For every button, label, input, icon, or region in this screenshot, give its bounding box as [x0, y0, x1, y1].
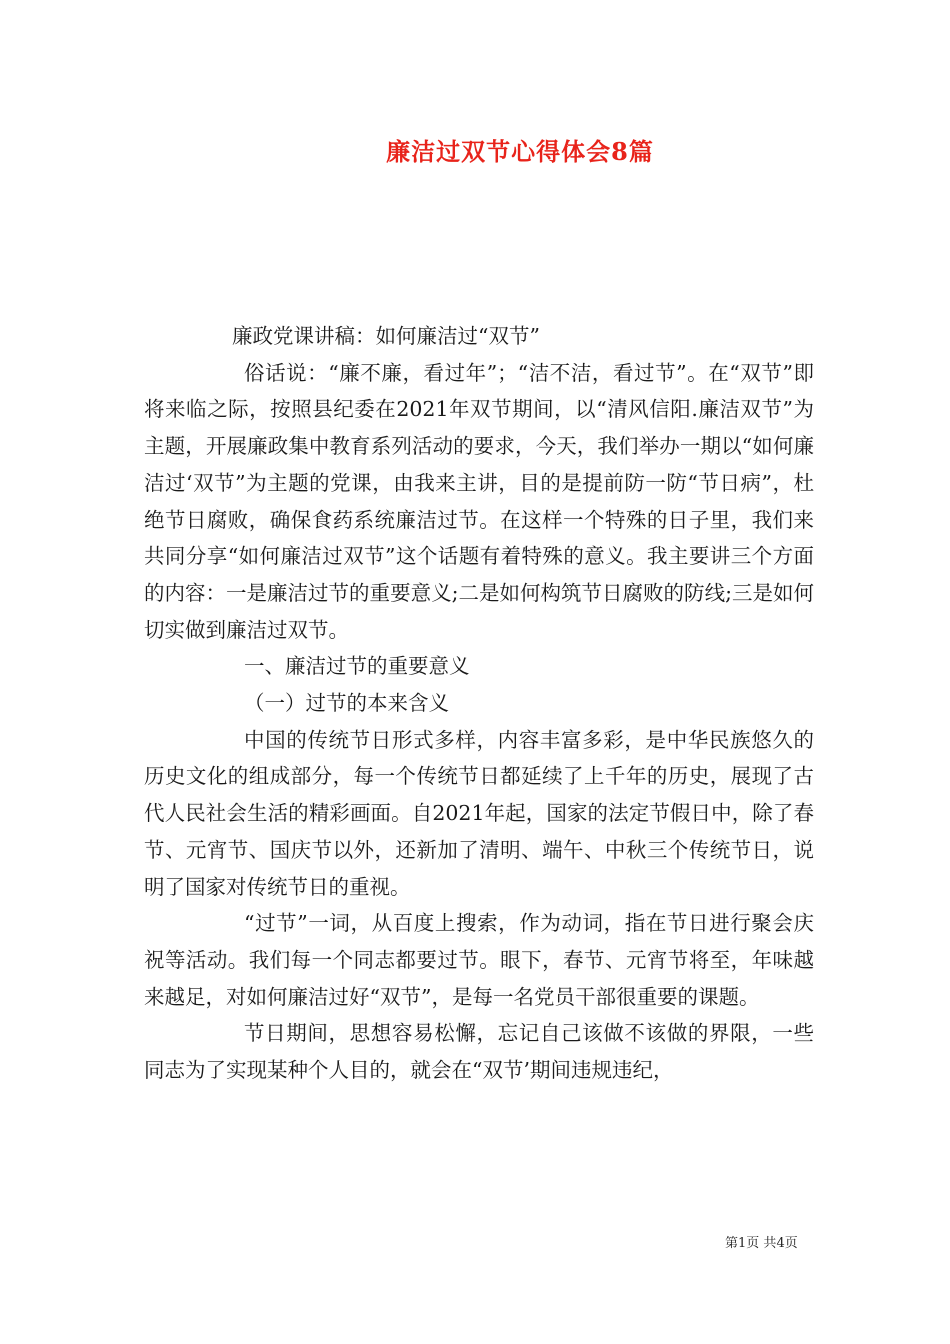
- paragraph-traditional-festivals: 中国的传统节日形式多样，内容丰富多彩，是中华民族悠久的历史文化的组成部分，每一个传统节日都延续了上千年的历史，展现了古代人民社会生活的精彩画面。自2021年起，国家的法定节假日中，除了春节、元宵节、国庆节以外，还新加了清明、端午、中秋三个传统节日，说明了国家对传统节日的重视。: [144, 727, 814, 899]
- footer-label: 第: [725, 1236, 739, 1251]
- section-heading: 一、廉洁过节的重要意义: [244, 654, 470, 679]
- page-number-footer: [0, 1232, 950, 1251]
- document-body: [144, 318, 814, 1089]
- document-title: 廉洁过双节心得体会8篇: [386, 137, 654, 166]
- paragraph-intro: 俗话说：“廉不廉，看过年”；“洁不洁，看过节”。在“双节”即将来临之际，按照县纪委在2021年双节期间，以“清风信阳.廉洁双节”为主题，开展廉政集中教育系列活动的要求，今天，我们举办一期以“如何廉洁过‘双节”为主题的党课，由我来主讲，目的是提前防一防“节日病”，杜绝节日腐败，确保食药系统廉洁过节。在这样一个特殊的日子里，我们来共同分享“如何廉洁过双节”这个话题有着特殊的意义。我主要讲三个方面的内容：一是廉洁过节的重要意义;二是如何构筑节日腐败的防线;三是如何切实做到廉洁过双节。: [144, 360, 814, 642]
- footer-end: 页: [784, 1236, 798, 1251]
- lecture-subtitle: 廉政党课讲稿：如何廉洁过“双节”: [232, 324, 540, 348]
- footer-total-pages: 4: [776, 1236, 785, 1251]
- subsection-heading: （一）过节的本来含义: [244, 691, 449, 716]
- footer-mid: 页 共: [746, 1236, 777, 1251]
- footer-current-page: 1: [738, 1236, 747, 1251]
- paragraph-guojie-meaning: “过节”一词，从百度上搜索，作为动词，指在节日进行聚会庆祝等活动。我们每一个同志都要过节。眼下，春节、元宵节将至，年味越来越足，对如何廉洁过好“双节”，是每一名党员干部很重要的课题。: [144, 911, 814, 1009]
- paragraph-holiday-discipline: 节日期间，思想容易松懈，忘记自己该做不该做的界限，一些同志为了实现某种个人目的，就会在“双节’期间违规违纪，: [144, 1021, 814, 1083]
